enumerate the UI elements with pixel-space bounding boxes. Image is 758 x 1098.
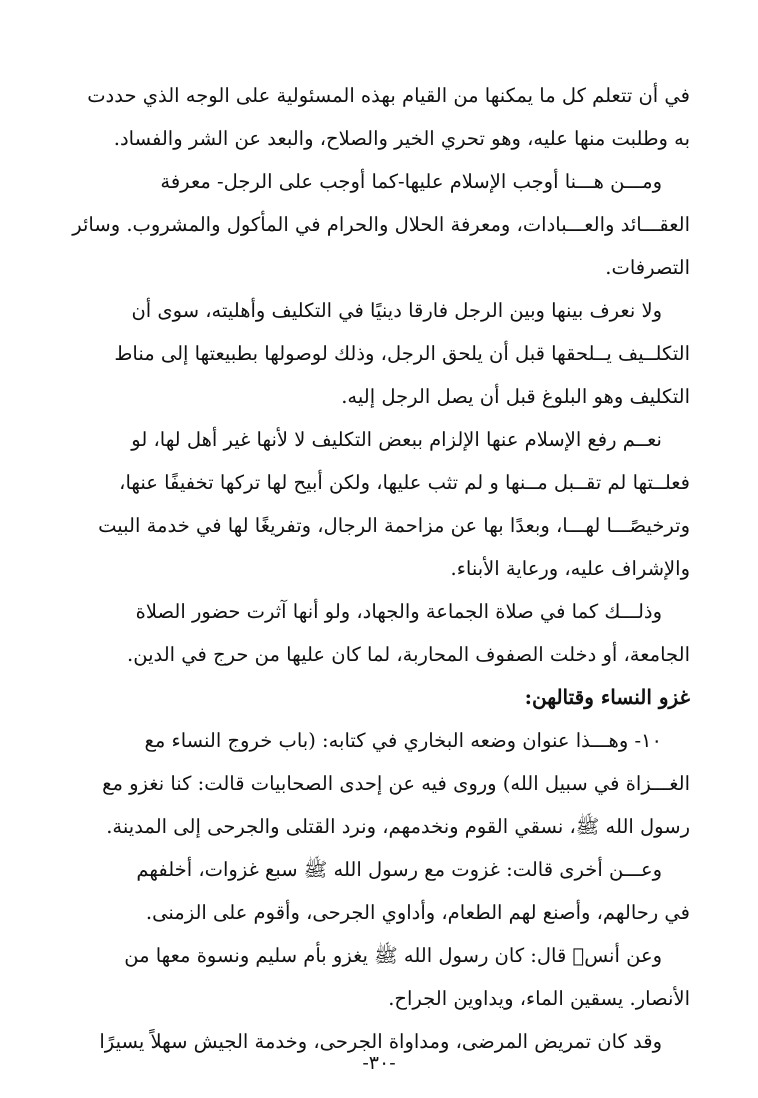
- text-line: نعــم رفع الإسلام عنها الإلزام ببعض التكليف لا لأنها غير أهل لها، لو: [131, 428, 662, 451]
- text-line: ومـــن هـــنا أوجب الإسلام عليها-كما أوجب على الرجل- معرفة: [160, 170, 662, 193]
- paragraph-2: [60, 160, 690, 289]
- text-line: ولا نعرف بينها وبين الرجل فارقا دينيًا في التكليف وأهليته، سوى أن: [131, 299, 662, 322]
- paragraph-3: [60, 289, 690, 418]
- text-line: وذلـــك كما في صلاة الجماعة والجهاد، ولو أنها آثرت حضور الصلاة: [135, 600, 662, 623]
- text-line: وترخيصًـــا لهـــا، وبعدًا بها عن مزاحمة الرجال، وتفريغًا لها في خدمة البيت: [98, 514, 690, 537]
- text-line: وعن أنس﷜ قال: كان رسول الله ﷺ يغزو بأم سليم ونسوة معها من: [124, 944, 662, 967]
- text-line: رسول الله ﷺ، نسقي القوم ونخدمهم، ونرد القتلى والجرحى إلى المدينة.: [106, 815, 690, 838]
- text-line: به وطلبت منها عليه، وهو تحري الخير والصلاح، والبعد عن الشر والفساد.: [113, 127, 690, 150]
- text-line: التكليف وهو البلوغ قبل أن يصل الرجل إليه.: [341, 385, 690, 408]
- page-body: [60, 74, 690, 1063]
- section-heading: غزو النساء وقتالهن:: [524, 685, 690, 709]
- text-line: في أن تتعلم كل ما يمكنها من القيام بهذه المسئولية على الوجه الذي حددت: [87, 84, 690, 107]
- text-line: وعـــن أخرى قالت: غزوت مع رسول الله ﷺ سبع غزوات، أخلفهم: [136, 858, 662, 881]
- paragraph-7: [60, 848, 690, 934]
- text-line: العقـــائد والعـــبادات، ومعرفة الحلال والحرام في المأكول والمشروب. وسائر: [72, 213, 690, 236]
- text-line: الجامعة، أو دخلت الصفوف المحاربة، لما كان عليها من حرج في الدين.: [127, 643, 690, 666]
- text-line: ١٠- وهـــذا عنوان وضعه البخاري في كتابه: (باب خروج النساء مع: [144, 729, 662, 752]
- page-number: -٣٠-: [362, 1052, 396, 1074]
- paragraph-1: [60, 74, 690, 160]
- text-line: في رحالهم، وأصنع لهم الطعام، وأداوي الجرحى، وأقوم على الزمنى.: [145, 901, 690, 924]
- text-line: الأنصار. يسقين الماء، ويداوين الجراح.: [388, 987, 690, 1010]
- text-line: وقد كان تمريض المرضى، ومداواة الجرحى، وخدمة الجيش سهلاً يسيرًا: [99, 1030, 662, 1053]
- paragraph-6: [60, 719, 690, 848]
- text-line: والإشراف عليه، ورعاية الأبناء.: [450, 557, 690, 580]
- paragraph-8: [60, 934, 690, 1020]
- text-line: التكلــيف يــلحقها قبل أن يلحق الرجل، وذلك لوصولها بطبيعتها إلى مناط: [114, 342, 690, 365]
- paragraph-4: [60, 418, 690, 590]
- text-line: الغـــزاة في سبيل الله) وروى فيه عن إحدى الصحابيات قالت: كنا نغزو مع: [102, 772, 690, 795]
- text-line: فعلــتها لم تقــبل مــنها و لم تثب عليها، ولكن أبيح لها تركها تخفيفًا عنها،: [119, 471, 690, 494]
- paragraph-5: [60, 590, 690, 676]
- text-line: التصرفات.: [605, 256, 690, 279]
